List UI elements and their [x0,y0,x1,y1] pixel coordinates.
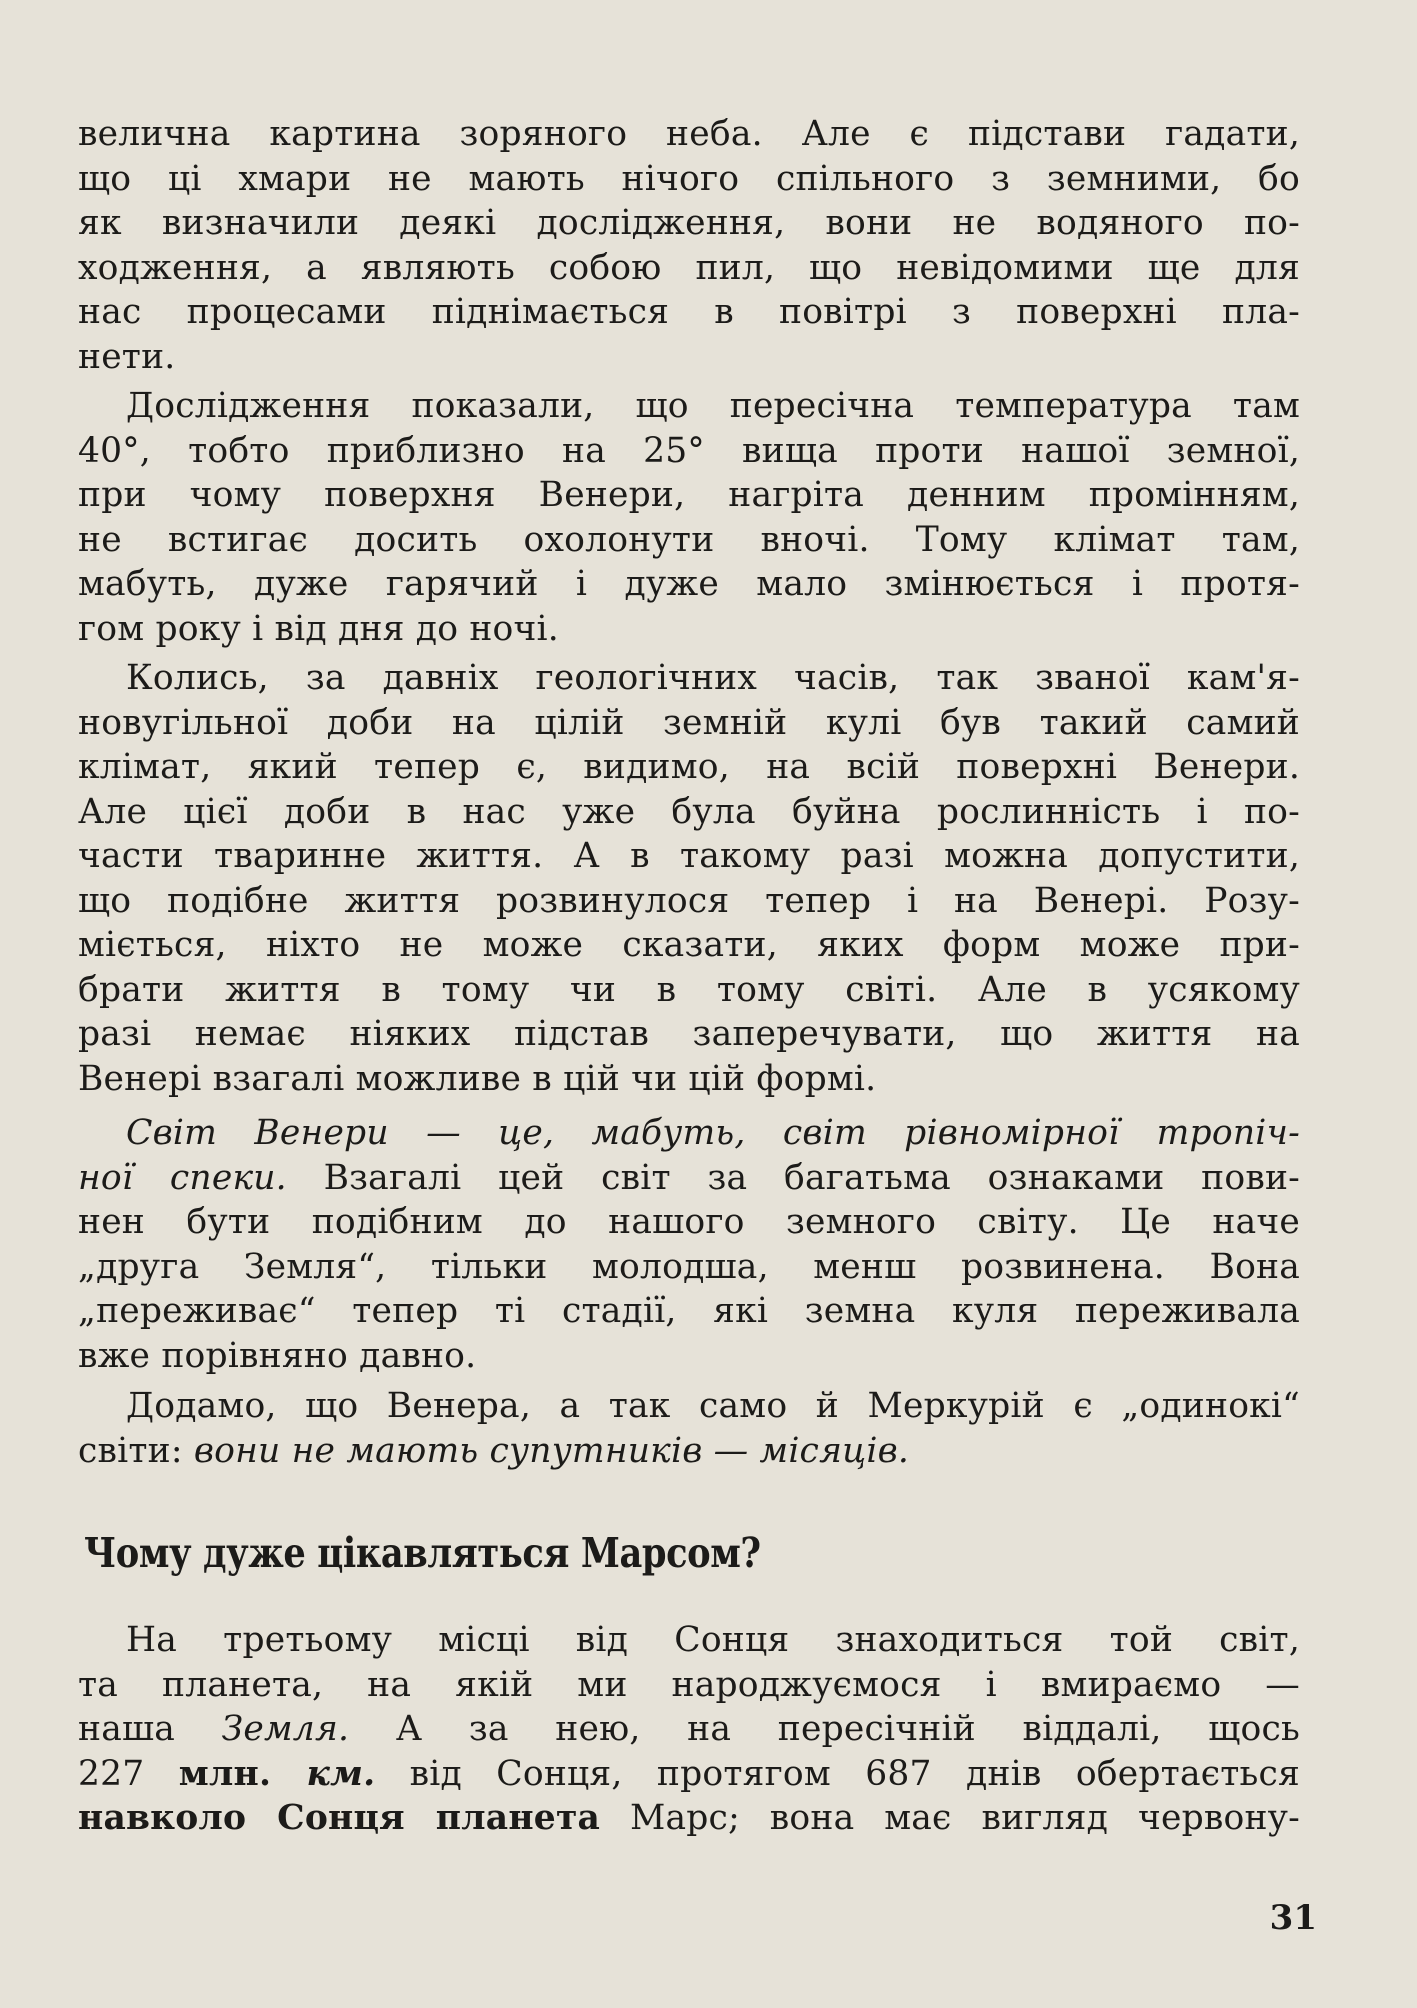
text-line: що подібне життя розвинулося тепер і на Венері. Розу- [78,880,1300,921]
italic-lead-line: Світ Венери — це, мабуть, світ рівномірної тропіч- [126,1113,1300,1153]
text-line: міється, ніхто не може сказати, яких форм може при- [78,925,1300,965]
text-line: та планета, на якій ми народжуємося і вмираємо — [78,1664,1300,1705]
text-line: що ці хмари не мають нічого спільного з земними, бо [78,158,1300,199]
text-line: 40°, тобто приблизно на 25° вища проти нашої земної, [78,430,1300,471]
bold-span: млн. [178,1753,307,1794]
text-line: як визначили деякі дослідження, вони не водяного по- [78,203,1300,243]
text-line: разі немає ніяких підстав заперечувати, що життя на [78,1014,1300,1054]
paragraph-tropical-world [78,1111,1300,1378]
text-line: при чому поверхня Венери, нагріта денним промінням, [78,475,1300,515]
text-line: Дослідження показали, що пересічна температура там [126,386,1300,426]
text-line: нен бути подібним до нашого земного світу. Це наче [78,1202,1300,1242]
bold-span: навколо Сонця планета [78,1798,601,1838]
text-span: Взагалі цей світ за багатьма ознаками пови- [286,1157,1300,1198]
text-line: „переживає“ тепер ті стадії, які земна куля переживала [78,1291,1300,1331]
text-line: ходження, а являють собою пил, що невідомими ще для [78,247,1300,288]
paragraph-temperature [78,384,1300,651]
text-line: нас процесами піднімається в повітрі з поверхні пла- [78,292,1300,332]
text-line [78,1707,1300,1752]
text-line [78,1796,1300,1841]
text-line: мабуть, дуже гарячий і дуже мало змінюється і протя- [78,564,1300,604]
text-line: не встигає досить охолонути вночі. Тому клімат там, [78,519,1300,560]
text-line [78,1752,1300,1797]
italic-span: Земля. [221,1709,350,1749]
paragraph-satellites [78,1384,1300,1473]
bold-italic-span: км. [306,1753,376,1794]
text-line: Венері взагалі можливе в цій чи цій формі. [78,1058,877,1099]
paragraph-mars [78,1618,1300,1841]
page-number: 31 [1269,1898,1317,1938]
text-span: від Сонця, протягом 687 днів обертається [375,1753,1300,1794]
text-line: части тваринне життя. А в такому разі можна допустити, [78,836,1300,876]
text-line: велична картина зоряного неба. Але є підстави гадати, [78,114,1300,154]
text-line: Але цієї доби в нас уже була буйна рослинність і по- [78,791,1300,832]
section-heading: Чому дуже цікавляться Марсом? [84,1529,761,1577]
text-line: Колись, за давніх геологічних часів, так званої кам'я- [126,658,1300,698]
paragraph-clouds [78,112,1300,379]
text-span: Марс; вона має вигляд червону- [600,1798,1301,1838]
text-line: вже порівняно давно. [78,1335,477,1376]
text-line: новугільної доби на цілій земній кулі був такий самий [78,702,1300,743]
text-line [78,1156,1300,1201]
text-line: гом року і від дня до ночі. [78,608,559,649]
text-span: 227 [78,1753,179,1794]
text-line: На третьому місці від Сонця знаходиться той світ, [126,1620,1300,1660]
italic-span: вони не мають супутників — місяців. [193,1430,910,1471]
italic-lead-end: ної спеки. [78,1157,287,1198]
text-span: світи: [78,1430,194,1471]
text-span: А за нею, на пересічній віддалі, щось [349,1709,1300,1749]
text-span: наша [78,1709,222,1749]
text-line: клімат, який тепер є, видимо, на всій поверхні Венери. [78,747,1300,787]
text-line: брати життя в тому чи в тому світі. Але в усякому [78,969,1300,1010]
paragraph-carboniferous [78,656,1300,1101]
text-line: нети. [78,336,176,377]
text-line [78,1429,1300,1474]
text-line: Додамо, що Венера, а так само й Меркурій є „одинокі“ [126,1386,1300,1426]
text-line: „друга Земля“, тільки молодша, менш розвинена. Вона [78,1246,1300,1287]
